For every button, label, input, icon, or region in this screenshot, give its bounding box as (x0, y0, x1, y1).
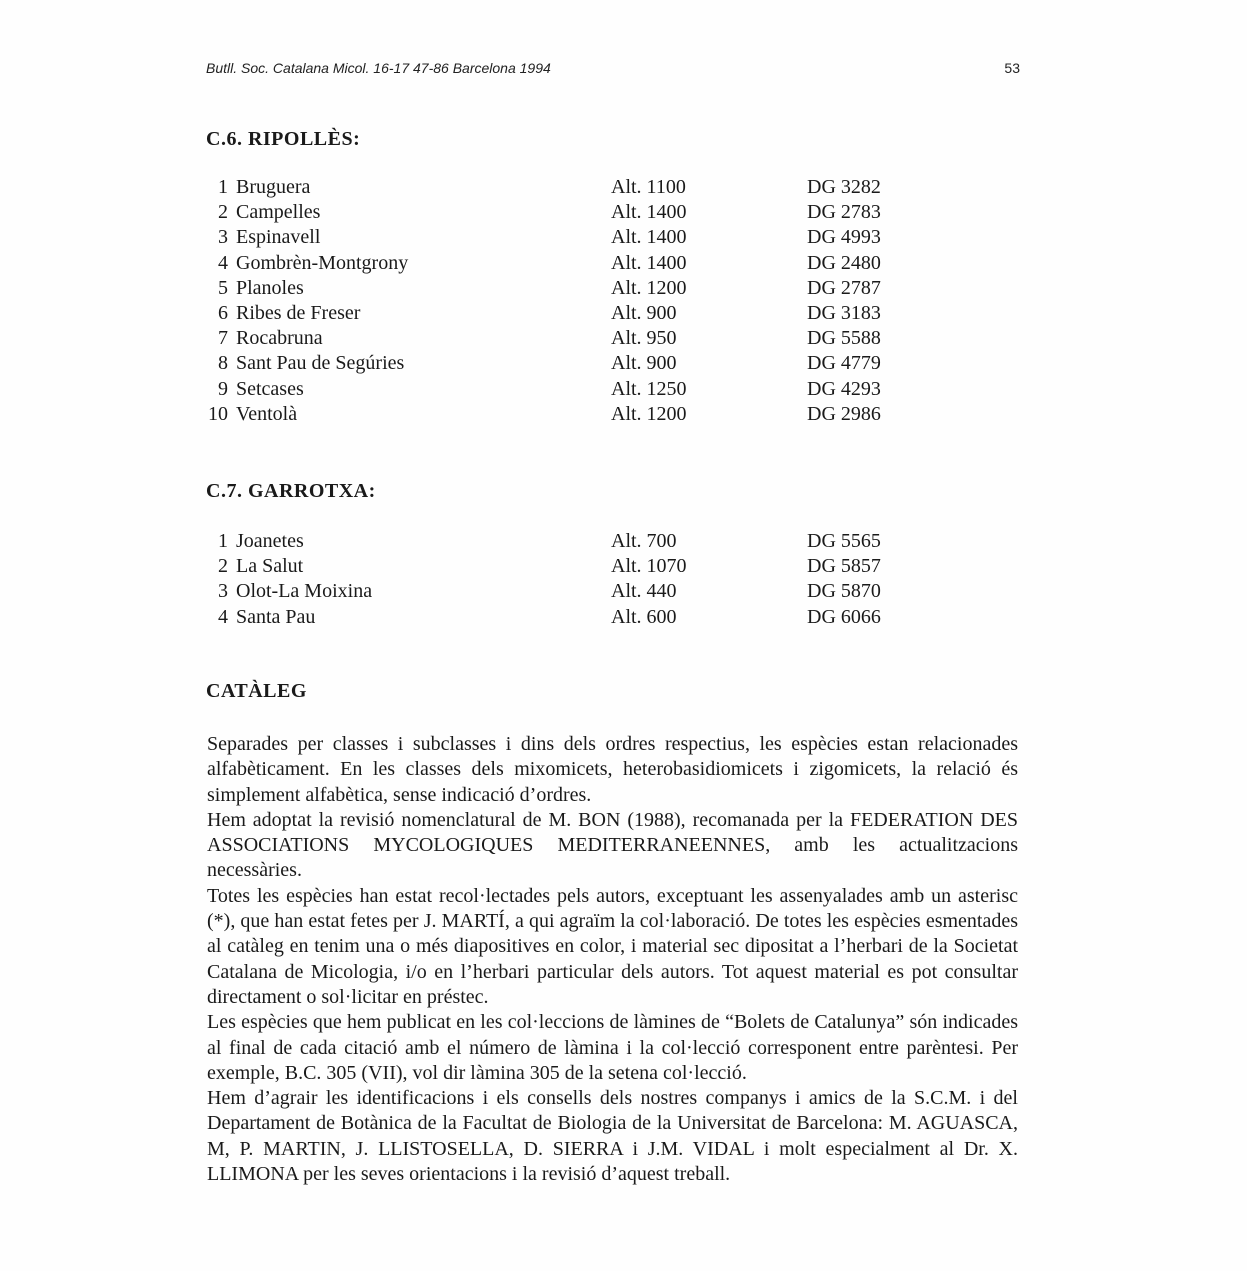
body-paragraph: Totes les espècies han estat recol·lectades pels autors, exceptuant les assenyalades amb un asterisc (*), que han estat fetes per J. MARTÍ, a qui agraïm la col·laboració. De totes les espècies esmentades al catàleg en tenim una o més diapositives en color, i material sec dipositat a l’herbari de la Societat Catalana de Micologia, i/o en l’herbari particular dels autors. Tot aquest material es pot consultar directament o sol·licitar en préstec. (207, 884, 1018, 1008)
locality-number: 4 (218, 605, 228, 628)
locality-altitude: Alt. 1400 (611, 201, 687, 224)
locality-utm: DG 2783 (807, 201, 881, 224)
locality-name: Campelles (236, 201, 321, 224)
locality-number: 6 (218, 301, 228, 324)
section-title-cataleg: CATÀLEG (206, 680, 307, 702)
locality-name: Setcases (236, 377, 304, 400)
locality-altitude: Alt. 1070 (611, 555, 687, 578)
section-title-ripolles: C.6. RIPOLLÈS: (206, 128, 361, 150)
locality-number: 3 (218, 226, 228, 249)
locality-number: 1 (218, 530, 228, 552)
page-header (206, 60, 1020, 82)
body-paragraph: Separades per classes i subclasses i dins dels ordres respectius, les espècies estan relacionades alfabèticament. En les classes dels mixomicets, heterobasidiomicets i zigomicets, la relació és simplement alfabètica, sense indicació d’ordres. (207, 733, 1018, 806)
locality-name: Espinavell (236, 226, 321, 249)
locality-name: Rocabruna (236, 327, 323, 350)
locality-utm: DG 2787 (807, 276, 881, 299)
locality-number: 4 (218, 251, 228, 274)
locality-number: 10 (208, 402, 228, 425)
locality-row (200, 276, 920, 301)
locality-utm: DG 4993 (807, 226, 881, 249)
body-paragraph: Hem adoptat la revisió nomenclatural de M. BON (1988), recomanada per la FEDERATION DES ASSOCIATIONS MYCOLOGIQUES MEDITERRANEENNES, amb les actualitzacions necessàries. (207, 808, 1018, 882)
locality-name: Bruguera (236, 176, 311, 198)
section-title-garrotxa: C.7. GARROTXA: (206, 480, 376, 502)
locality-number: 5 (218, 276, 228, 299)
locality-altitude: Alt. 1400 (611, 251, 687, 274)
locality-name: La Salut (236, 555, 304, 578)
locality-row (200, 402, 920, 427)
locality-altitude: Alt. 700 (611, 530, 677, 552)
body-paragraph: Hem d’agrair les identificacions i els consells dels nostres companys i amics de la S.C.M. i del Departament de Botànica de la Facultat de Biologia de la Universitat de Barcelona: M. AGUASCA, M, P. MARTIN, J. LLISTOSELLA, D. SIERRA i J.M. VIDAL i molt especialment al Dr. X. LLIMONA per les seves orientacions i la revisió d’aquest treball. (207, 1087, 1018, 1186)
locality-altitude: Alt. 1200 (611, 402, 687, 425)
locality-altitude: Alt. 1250 (611, 377, 687, 400)
locality-name: Planoles (236, 276, 304, 299)
locality-row (200, 200, 920, 225)
locality-name: Sant Pau de Segúries (236, 352, 405, 375)
locality-row (200, 554, 920, 579)
locality-name: Olot-La Moixina (236, 580, 373, 603)
locality-row (200, 175, 920, 200)
locality-altitude: Alt. 950 (611, 327, 677, 350)
locality-number: 1 (218, 176, 228, 198)
locality-name: Joanetes (236, 530, 304, 552)
locality-name: Santa Pau (236, 605, 316, 628)
locality-number: 3 (218, 580, 228, 603)
locality-altitude: Alt. 900 (611, 301, 677, 324)
locality-name: Gombrèn-Montgrony (236, 251, 409, 274)
locality-row (200, 579, 920, 604)
locality-row (200, 529, 920, 554)
locality-altitude: Alt. 1400 (611, 226, 687, 249)
locality-table-garrotxa (200, 529, 920, 630)
locality-number: 8 (218, 352, 228, 375)
locality-utm: DG 6066 (807, 605, 881, 628)
locality-utm: DG 5565 (807, 530, 881, 552)
locality-number: 2 (218, 201, 228, 224)
locality-altitude: Alt. 440 (611, 580, 677, 603)
locality-utm: DG 5870 (807, 580, 881, 603)
body-paragraph: Les espècies que hem publicat en les col·leccions de làmines de “Bolets de Catalunya” són indicades al final de cada citació amb el número de làmina i la col·lecció corresponent entre parèntesi. Per exemple, B.C. 305 (VII), vol dir làmina 305 de la setena col·lecció. (207, 1011, 1018, 1084)
locality-utm: DG 4293 (807, 377, 881, 400)
locality-row (200, 377, 920, 402)
locality-row (200, 605, 920, 630)
locality-utm: DG 4779 (807, 352, 881, 375)
locality-altitude: Alt. 600 (611, 605, 677, 628)
cataleg-body (207, 732, 1018, 1187)
locality-altitude: Alt. 1200 (611, 276, 687, 299)
locality-row (200, 351, 920, 376)
locality-number: 7 (218, 327, 228, 350)
locality-utm: DG 3282 (807, 176, 881, 198)
locality-table-ripolles (200, 175, 920, 427)
locality-altitude: Alt. 900 (611, 352, 677, 375)
locality-row (200, 326, 920, 351)
locality-row (200, 251, 920, 276)
page-number: 53 (1004, 60, 1020, 76)
locality-utm: DG 5588 (807, 327, 881, 350)
locality-utm: DG 3183 (807, 301, 881, 324)
locality-utm: DG 5857 (807, 555, 881, 578)
locality-name: Ventolà (236, 402, 298, 425)
journal-citation: Butll. Soc. Catalana Micol. 16-17 47-86 Barcelona 1994 (206, 60, 551, 76)
locality-utm: DG 2986 (807, 402, 881, 425)
locality-row (200, 225, 920, 250)
locality-number: 9 (218, 377, 228, 400)
locality-row (200, 301, 920, 326)
locality-utm: DG 2480 (807, 251, 881, 274)
locality-number: 2 (218, 555, 228, 578)
locality-altitude: Alt. 1100 (611, 176, 686, 198)
locality-name: Ribes de Freser (236, 301, 361, 324)
